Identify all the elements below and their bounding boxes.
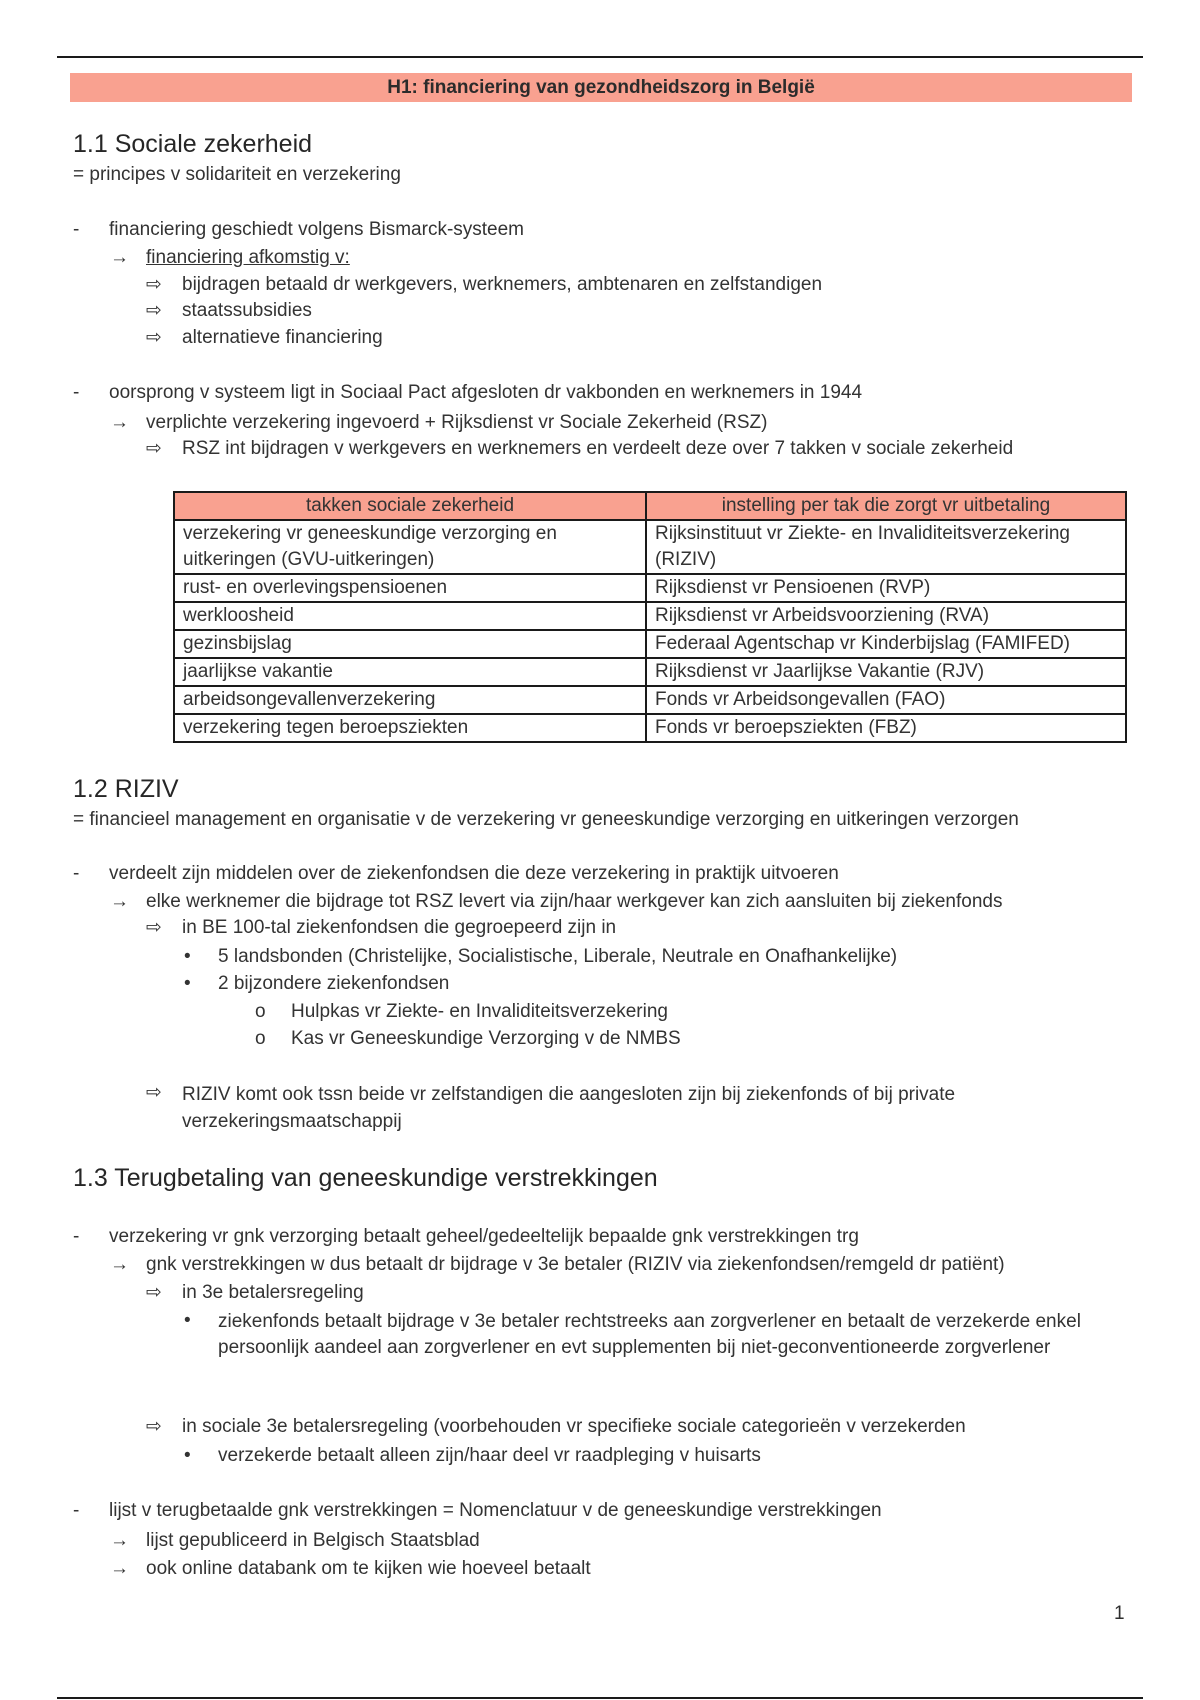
circle-bullet-icon: o	[255, 1001, 266, 1022]
list-item: 5 landsbonden (Christelijke, Socialistische, Liberale, Neutrale en Onafhankelijke)	[218, 946, 898, 967]
column-header: takken sociale zekerheid	[174, 492, 646, 520]
hollow-arrow-icon: ⇨	[146, 917, 162, 938]
table-cell: werkloosheid	[174, 602, 646, 630]
section-heading-sociale-zekerheid: 1.1 Sociale zekerheid	[73, 130, 313, 158]
arrow-icon: →	[110, 1558, 129, 1579]
bottom-rule	[57, 1697, 1143, 1699]
dash-marker: -	[73, 382, 80, 403]
table-cell: Rijksdienst vr Pensioenen (RVP)	[646, 574, 1126, 602]
table-cell: gezinsbijslag	[174, 630, 646, 658]
table-cell: Fonds vr Arbeidsongevallen (FAO)	[646, 686, 1126, 714]
circle-bullet-icon: o	[255, 1028, 266, 1049]
table-cell: Fonds vr beroepsziekten (FBZ)	[646, 714, 1126, 742]
table-cell: Federaal Agentschap vr Kinderbijslag (FAMIFED)	[646, 630, 1126, 658]
table-row	[174, 686, 1126, 714]
arrow-icon: →	[110, 891, 129, 912]
list-item: RIZIV komt ook tssn beide vr zelfstandigen die aangesloten zijn bij ziekenfonds of bij private verzekeringsmaatschappij	[182, 1084, 956, 1132]
dash-marker: -	[73, 863, 80, 884]
hollow-arrow-icon: ⇨	[146, 274, 162, 295]
list-item: lijst v terugbetaalde gnk verstrekkingen = Nomenclatuur v de geneeskundige verstrekkingen	[109, 1500, 882, 1521]
table-cell: Rijksdienst vr Jaarlijkse Vakantie (RJV)	[646, 658, 1126, 686]
table-header-row	[174, 492, 1126, 520]
list-item: lijst gepubliceerd in Belgisch Staatsblad	[146, 1530, 480, 1551]
top-rule	[57, 56, 1143, 58]
dash-marker: -	[73, 219, 80, 240]
takken-table	[173, 491, 1127, 743]
list-item: staatssubsidies	[182, 300, 312, 321]
table-cell: arbeidsongevallenverzekering	[174, 686, 646, 714]
column-header: instelling per tak die zorgt vr uitbetaling	[646, 492, 1126, 520]
table-cell: rust- en overlevingspensioenen	[174, 574, 646, 602]
list-item: verplichte verzekering ingevoerd + Rijksdienst vr Sociale Zekerheid (RSZ)	[146, 412, 768, 433]
list-item: alternatieve financiering	[182, 327, 383, 348]
table-cell: Rijksinstituut vr Ziekte- en Invaliditeitsverzekering (RIZIV)	[646, 520, 1126, 574]
page-number: 1	[1114, 1603, 1125, 1624]
list-item: verzekering vr gnk verzorging betaalt geheel/gedeeltelijk bepaalde gnk verstrekkingen trg	[109, 1226, 859, 1247]
hollow-arrow-icon: ⇨	[146, 1416, 162, 1437]
hollow-arrow-icon: ⇨	[146, 438, 162, 459]
page-title: H1: financiering van gezondheidszorg in België	[70, 73, 1132, 102]
bullet-icon: •	[184, 1310, 191, 1331]
list-item: ziekenfonds betaalt bijdrage v 3e betaler rechtstreeks aan zorgverlener en betaalt de verzekerde enkel persoonlijk aandeel aan zorgverlener en evt supplementen bij niet-geconventioneerde zorgverlener	[218, 1311, 1081, 1358]
table-row	[174, 714, 1126, 742]
arrow-icon: →	[110, 1254, 129, 1275]
table-row	[174, 602, 1126, 630]
definition: = financieel management en organisatie v de verzekering vr geneeskundige verzorging en uitkeringen verzorgen	[73, 809, 1019, 830]
dash-marker: -	[73, 1500, 80, 1521]
definition: = principes v solidariteit en verzekering	[73, 164, 401, 185]
list-item: financiering geschiedt volgens Bismarck-systeem	[109, 219, 525, 240]
arrow-icon: →	[110, 412, 129, 433]
table-row	[174, 520, 1126, 574]
list-item: in sociale 3e betalersregeling (voorbehouden vr specifieke sociale categorieën v verzekerden	[182, 1416, 966, 1437]
hollow-arrow-icon: ⇨	[146, 300, 162, 321]
list-item: verzekerde betaalt alleen zijn/haar deel vr raadpleging v huisarts	[218, 1445, 761, 1466]
dash-marker: -	[73, 1226, 80, 1247]
table-row	[174, 630, 1126, 658]
list-item: Kas vr Geneeskundige Verzorging v de NMBS	[291, 1028, 681, 1049]
section-heading-terugbetaling: 1.3 Terugbetaling van geneeskundige verstrekkingen	[73, 1164, 658, 1192]
bullet-icon: •	[184, 973, 191, 994]
table-cell: Rijksdienst vr Arbeidsvoorziening (RVA)	[646, 602, 1126, 630]
section-heading-riziv: 1.2 RIZIV	[73, 775, 179, 803]
bullet-icon: •	[184, 946, 191, 967]
list-item: verdeelt zijn middelen over de ziekenfondsen die deze verzekering in praktijk uitvoeren	[109, 863, 839, 884]
list-item: gnk verstrekkingen w dus betaalt dr bijdrage v 3e betaler (RIZIV via ziekenfondsen/remgeld dr patiënt)	[146, 1254, 1005, 1275]
list-item: Hulpkas vr Ziekte- en Invaliditeitsverzekering	[291, 1001, 668, 1022]
list-item: in 3e betalersregeling	[182, 1282, 364, 1303]
table-row	[174, 658, 1126, 686]
list-item: 2 bijzondere ziekenfondsen	[218, 973, 450, 994]
table-row	[174, 574, 1126, 602]
bullet-icon: •	[184, 1445, 191, 1466]
list-item: elke werknemer die bijdrage tot RSZ levert via zijn/haar werkgever kan zich aansluiten bij ziekenfonds	[146, 891, 1003, 912]
list-item: in BE 100-tal ziekenfondsen die gegroepeerd zijn in	[182, 917, 617, 938]
arrow-icon: →	[110, 247, 129, 268]
list-item: ook online databank om te kijken wie hoeveel betaalt	[146, 1558, 591, 1579]
table-cell: verzekering tegen beroepsziekten	[174, 714, 646, 742]
list-item: financiering afkomstig v:	[146, 247, 350, 268]
table-cell: verzekering vr geneeskundige verzorging en uitkeringen (GVU-uitkeringen)	[174, 520, 646, 574]
list-item: bijdragen betaald dr werkgevers, werknemers, ambtenaren en zelfstandigen	[182, 274, 823, 295]
hollow-arrow-icon: ⇨	[146, 327, 162, 348]
hollow-arrow-icon: ⇨	[146, 1082, 162, 1103]
list-item: RSZ int bijdragen v werkgevers en werknemers en verdeelt deze over 7 takken v sociale zekerheid	[182, 438, 1014, 459]
hollow-arrow-icon: ⇨	[146, 1282, 162, 1303]
list-item: oorsprong v systeem ligt in Sociaal Pact afgesloten dr vakbonden en werknemers in 1944	[109, 382, 863, 403]
arrow-icon: →	[110, 1530, 129, 1551]
table-cell: jaarlijkse vakantie	[174, 658, 646, 686]
